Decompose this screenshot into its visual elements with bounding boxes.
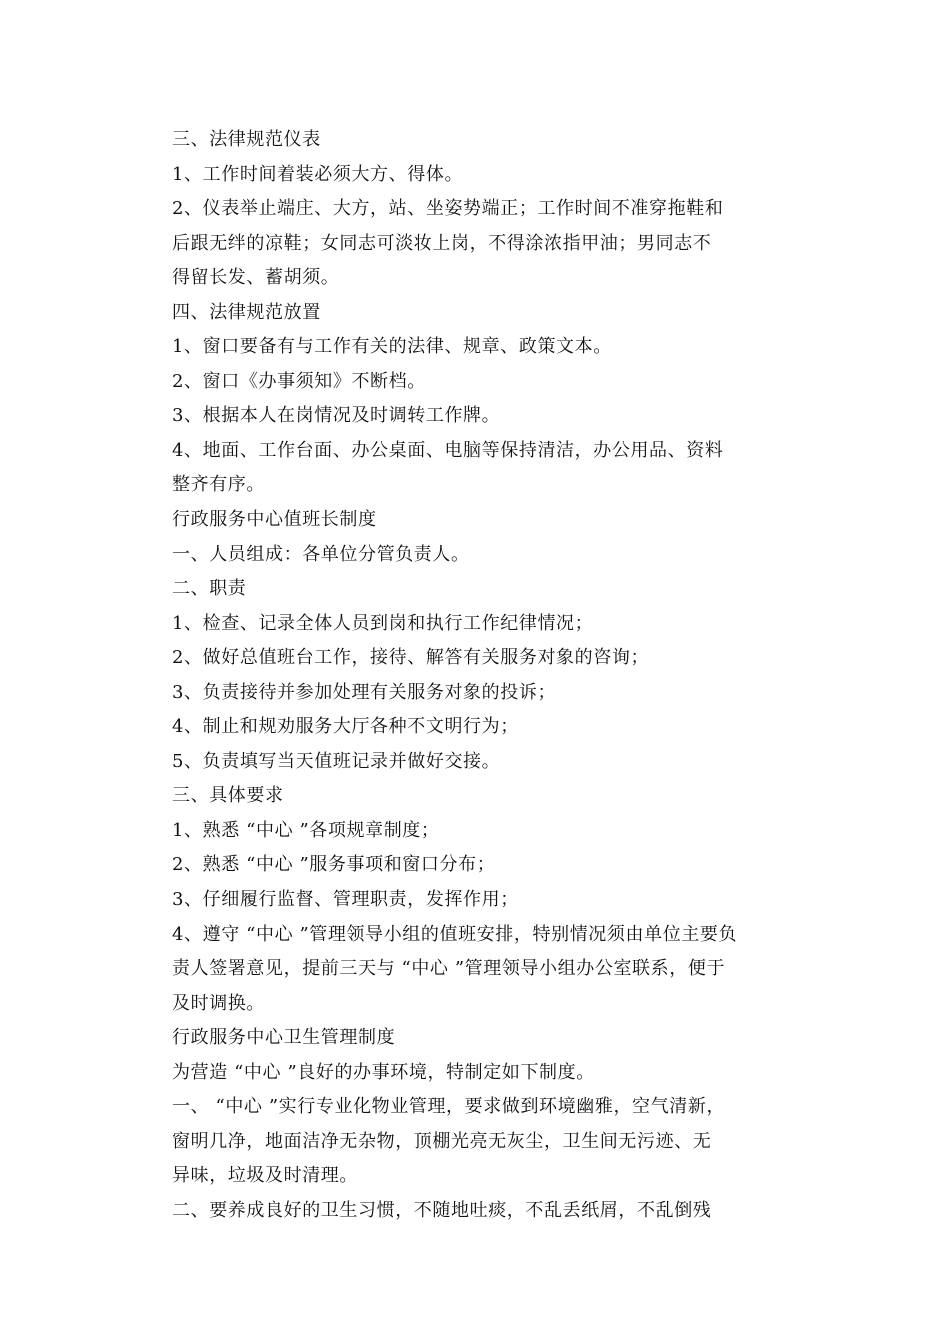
paragraph-line: 得留长发、蓄胡须。 bbox=[172, 267, 340, 289]
paragraph-line: 2、窗口《办事须知》不断档。 bbox=[172, 370, 426, 392]
paragraph-line: 4、遵守 “中心 ”管理领导小组的值班安排，特别情况须由单位主要负 bbox=[172, 923, 738, 945]
paragraph-line: 2、熟悉 “中心 ”服务事项和窗口分布； bbox=[172, 854, 496, 876]
paragraph-line: 整齐有序。 bbox=[172, 474, 265, 496]
section-heading: 二、职责 bbox=[172, 578, 247, 600]
paragraph-line: 1、窗口要备有与工作有关的法律、规章、政策文本。 bbox=[172, 336, 612, 358]
paragraph-line: 1、检查、记录全体人员到岗和执行工作纪律情况； bbox=[172, 612, 594, 634]
paragraph-line: 一、 “中心 ”实行专业化物业管理，要求做到环境幽雅，空气清新， bbox=[172, 1096, 726, 1118]
paragraph-line: 5、负责填写当天值班记录并做好交接。 bbox=[172, 750, 501, 772]
paragraph-line: 1、熟悉 “中心 ”各项规章制度； bbox=[172, 819, 440, 841]
section-heading: 一、人员组成：各单位分管负责人。 bbox=[172, 543, 470, 565]
document-body bbox=[172, 123, 812, 1229]
section-heading: 四、法律规范放置 bbox=[172, 301, 321, 323]
paragraph-line: 3、根据本人在岗情况及时调转工作牌。 bbox=[172, 405, 501, 427]
paragraph-line: 窗明几净，地面洁净无杂物，顶棚光亮无灰尘，卫生间无污迹、无 bbox=[172, 1130, 712, 1152]
paragraph-line: 2、仪表举止端庄、大方，站、坐姿势端正；工作时间不准穿拖鞋和 bbox=[172, 198, 724, 220]
paragraph-line: 4、制止和规劝服务大厅各种不文明行为； bbox=[172, 716, 519, 738]
section-heading: 三、具体要求 bbox=[172, 785, 284, 807]
paragraph-line: 后跟无绊的凉鞋；女同志可淡妆上岗，不得涂浓指甲油；男同志不 bbox=[172, 232, 712, 254]
paragraph-line: 责人签署意见，提前三天与 “中心 ”管理领导小组办公室联系，便于 bbox=[172, 958, 726, 980]
paragraph-line: 为营造 “中心 ”良好的办事环境，特制定如下制度。 bbox=[172, 1061, 595, 1083]
document-title: 行政服务中心卫生管理制度 bbox=[172, 1027, 396, 1049]
section-heading: 三、法律规范仪表 bbox=[172, 129, 321, 150]
paragraph-line: 1、工作时间着装必须大方、得体。 bbox=[172, 163, 464, 185]
document-title: 行政服务中心值班长制度 bbox=[172, 509, 377, 531]
paragraph-line: 3、负责接待并参加处理有关服务对象的投诉； bbox=[172, 681, 557, 703]
paragraph-line: 4、地面、工作台面、办公桌面、电脑等保持清洁，办公用品、资料 bbox=[172, 439, 724, 461]
paragraph-line: 及时调换。 bbox=[172, 992, 265, 1014]
paragraph-line: 2、做好总值班台工作，接待、解答有关服务对象的咨询； bbox=[172, 647, 650, 669]
paragraph-line: 异味，垃圾及时清理。 bbox=[172, 1165, 358, 1187]
paragraph-line: 3、仔细履行监督、管理职责，发挥作用； bbox=[172, 889, 519, 911]
paragraph-line: 二、要养成良好的卫生习惯，不随地吐痰，不乱丢纸屑，不乱倒残 bbox=[172, 1199, 712, 1221]
